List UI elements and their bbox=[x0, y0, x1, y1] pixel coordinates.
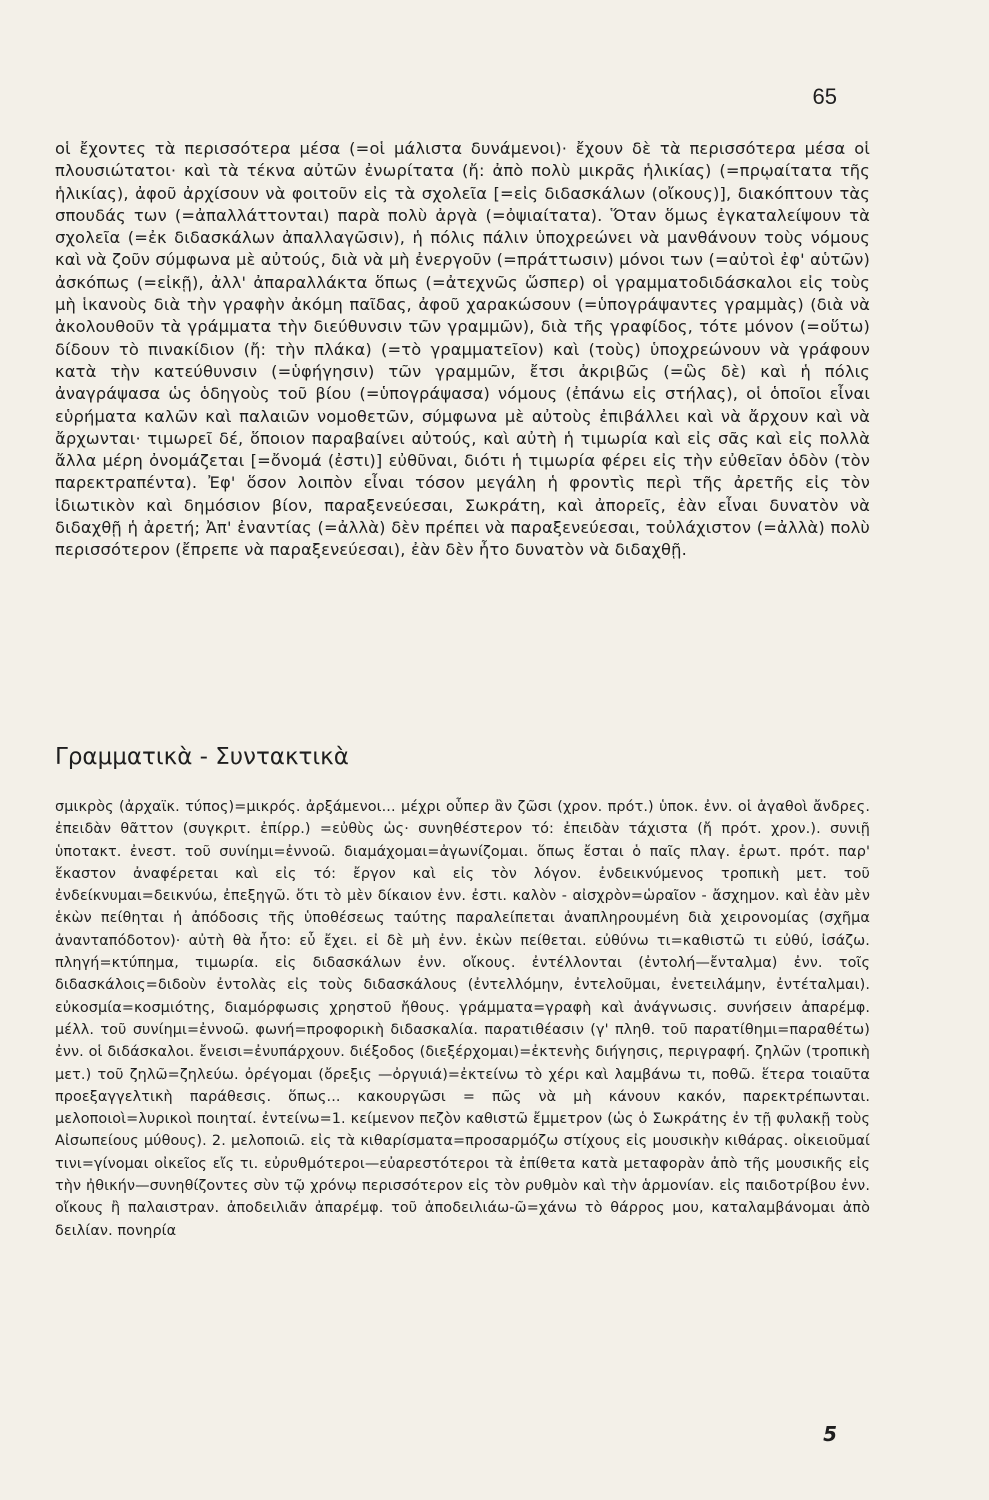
translation-body-text: οἱ ἔχοντες τὰ περισσότερα μέσα (=οἱ μάλιστα δυνάμενοι)· ἔχουν δὲ τὰ περισσότερα μέσα οἱ πλουσιώτατοι· καὶ τὰ τέκνα αὐτῶν ἐνωρίτατα (ἤ: ἀπὸ πολὺ μικρᾶς ἡλικίας) (=πρῳαίτατα τῆς ἡλικίας), ἀφοῦ ἀρχίσουν νὰ φοιτοῦν εἰς τὰ σχολεῖα [=εἰς διδασκάλων (οἴκους)], διακόπτουν τὰς σπουδάς των (=ἀπαλλάττονται) παρὰ πολὺ ἀργὰ (=ὀψιαίτατα). Ὅταν ὅμως ἐγκαταλείψουν τὰ σχολεῖα (=ἐκ διδασκάλων ἀπαλλαγῶσιν), ἡ πόλις πάλιν ὑποχρεώνει νὰ μανθάνουν τοὺς νόμους καὶ νὰ ζοῦν σύμφωνα μὲ αὐτούς, διὰ νὰ μὴ ἐνεργοῦν (=πράττωσιν) μόνοι των (=αὐτοὶ ἐφ' αὑτῶν) ἀσκόπως (=εἰκῇ), ἀλλ' ἀπαραλλάκτα ὅπως (=ἀτεχνῶς ὥσπερ) οἱ γραμματοδιδάσκαλοι εἰς τοὺς μὴ ἱκανοὺς διὰ τὴν γραφὴν ἀκόμη παῖδας, ἀφοῦ χαρακώσουν (=ὑπογράψαντες γραμμὰς) (διὰ νὰ ἀκολουθοῦν τὰ γράμματα τὴν διεύθυνσιν τῶν γραμμῶν), διὰ τῆς γραφίδος, τότε μόνον (=οὕτω) δίδουν τὸ πινακίδιον (ἤ: τὴν πλάκα) (=τὸ γραμματεῖον) καὶ (τοὺς) ὑποχρεώνουν νὰ γράφουν κατὰ τὴν κατεύθυνσιν (=ὑφήγησιν) τῶν γραμμῶν, ἔτσι ἀκριβῶς (=ὣς δὲ) καὶ ἡ πόλις ἀναγράψασα ὡς ὁδηγοὺς τοῦ βίου (=ὑπογράψασα) νόμους (ἐπάνω εἰς στήλας), οἱ ὁποῖοι εἶναι εὑρήματα καλῶν καὶ παλαιῶν νομοθετῶν, σύμφωνα μὲ αὐτοὺς ἐπιβάλλει καὶ νὰ ἄρχουν καὶ νὰ ἄρχωνται· τιμωρεῖ δέ, ὅποιον παραβαίνει αὐτούς, καὶ αὐτὴ ἡ τιμωρία καὶ εἰς σᾶς καὶ εἰς πολλὰ ἄλλα μέρη ὀνομάζεται [=ὄνομά (ἐστι)] εὐθῦναι, διότι ἡ τιμωρία φέρει εἰς τὴν εὐθεῖαν ὁδὸν (τὸν παρεκτραπέντα). Ἐφ' ὅσον λοιπὸν εἶναι τόσον μεγάλη ἡ φροντὶς περὶ τῆς ἀρετῆς εἰς τὸν ἰδιωτικὸν καὶ δημόσιον βίον, παραξενεύεσαι, Σωκράτη, καὶ ἀπορεῖς, ἐὰν εἶναι δυνατὸν νὰ διδαχθῇ ἡ ἀρετή; Ἀπ' ἐναντίας (=ἀλλὰ) δὲν πρέπει νὰ παραξενεύεσαι, τοὐλάχιστον (=ἀλλὰ) πολὺ περισσότερον (ἔπρεπε νὰ παραξενεύεσαι), ἐὰν δὲν ἦτο δυνατὸν νὰ διδαχθῇ. bbox=[55, 139, 870, 560]
grammar-glossary-text: σμικρὸς (ἀρχαϊκ. τύπος)=μικρός. ἀρξάμενοι... μέχρι οὗπερ ἂν ζῶσι (χρον. πρότ.) ὑποκ. ἐνν. οἱ ἀγαθοὶ ἄνδρες. ἐπειδὰν θᾶττον (συγκριτ. ἐπίρρ.) =εὐθὺς ὡς· συνηθέστερον τό: ἐπειδὰν τάχιστα (ἤ πρότ. χρον.). συνιῇ ὑποτακτ. ἐνεστ. τοῦ συνίημι=ἐννοῶ. διαμάχομαι=ἀγωνίζομαι. ὅπως ἔσται ὁ παῖς πλαγ. ἐρωτ. πρότ. παρ' ἕκαστον ἀναφέρεται καὶ εἰς τό: ἔργον καὶ εἰς τὸν λόγον. ἐνδεικνύμενος τροπικὴ μετ. τοῦ ἐνδείκνυμαι=δεικνύω, ἐπεξηγῶ. ὅτι τὸ μὲν δίκαιον ἐνν. ἐστι. καλὸν - αἰσχρὸν=ὡραῖον - ἄσχημον. καὶ ἐὰν μὲν ἑκὼν πείθηται ἡ ἀπόδοσις τῆς ὑποθέσεως ταύτης παραλείπεται ἀναπληρουμένη διὰ χειρονομίας (σχῆμα ἀνανταπόδοτον)· αὐτὴ θὰ ἦτο: εὖ ἔχει. εἰ δὲ μὴ ἐνν. ἑκὼν πείθεται. εὐθύνω τι=καθιστῶ τι εὐθύ, ἰσάζω. πληγή=κτύπημα, τιμωρία. εἰς διδασκάλων ἐνν. οἴκους. ἐντέλλονται (ἐντολή—ἔνταλμα) ἐνν. τοῖς διδασκάλοις=διδοὺν ἐντολὰς εἰς τοὺς διδασκάλους (ἐντελλόμην, ἐντελοῦμαι, ἐνετειλάμην, ἐντέταλμαι). εὐκοσμία=κοσμιότης, διαμόρφωσις χρηστοῦ ἤθους. γράμματα=γραφὴ καὶ ἀνάγνωσις. συνήσειν ἀπαρέμφ. μέλλ. τοῦ συνίημι=ἐννοῶ. φωνή=προφορικὴ διδασκαλία. παρατιθέασιν (γ' πληθ. τοῦ παρατίθημι=παραθέτω) ἐνν. οἱ διδάσκαλοι. ἔνεισι=ἐνυπάρχουν. διέξοδος (διεξέρχομαι)=ἐκτενὴς διήγησις, περιγραφή. ζηλῶν (τροπικὴ μετ.) τοῦ ζηλῶ=ζηλεύω. ὀρέγομαι (ὄρεξις —ὀργυιά)=ἐκτείνω τὸ χέρι καὶ λαμβάνω τι, ποθῶ. ἕτερα τοιαῦτα προεξαγγελτικὴ παράθεσις. ὅπως... κακουργῶσι = πῶς νὰ μὴ κάνουν κακόν, παρεκτρέπωνται. μελοποιοὶ=λυρικοὶ ποιηταί. ἐντείνω=1. κείμενον πεζὸν καθιστῶ ἔμμετρον (ὡς ὁ Σωκράτης ἐν τῇ φυλακῇ τοὺς Αἰσωπείους μύθους). 2. μελοποιῶ. εἰς τὰ κιθαρίσματα=προσαρμόζω στίχους εἰς μουσικὴν κιθάρας. οἰκειοῦμαί τινι=γίνομαι οἰκεῖος εἴς τι. εὐρυθμότεροι—εὐαρεστότεροι τὰ ἐπίθετα κατὰ μεταφορὰν ἀπὸ τῆς μουσικῆς εἰς τὴν ἠθικήν—συνηθίζοντες σὺν τῷ χρόνῳ περισσότερον εἰς τὸν ρυθμὸν καὶ τὴν ἁρμονίαν. εἰς παιδοτρίβου ἐνν. οἴκους ἢ παλαιστραν. ἀποδειλιᾶν ἀπαρέμφ. τοῦ ἀποδειλιάω-ῶ=χάνω τὸ θάρρος μου, καταλαμβάνομαι ἀπὸ δειλίαν. πονηρία bbox=[55, 799, 870, 1239]
section-heading: Γραμματικὰ - Συντακτικὰ bbox=[55, 744, 349, 770]
printer-signature-mark: 5 bbox=[823, 1422, 837, 1446]
page-number: 65 bbox=[812, 84, 837, 109]
